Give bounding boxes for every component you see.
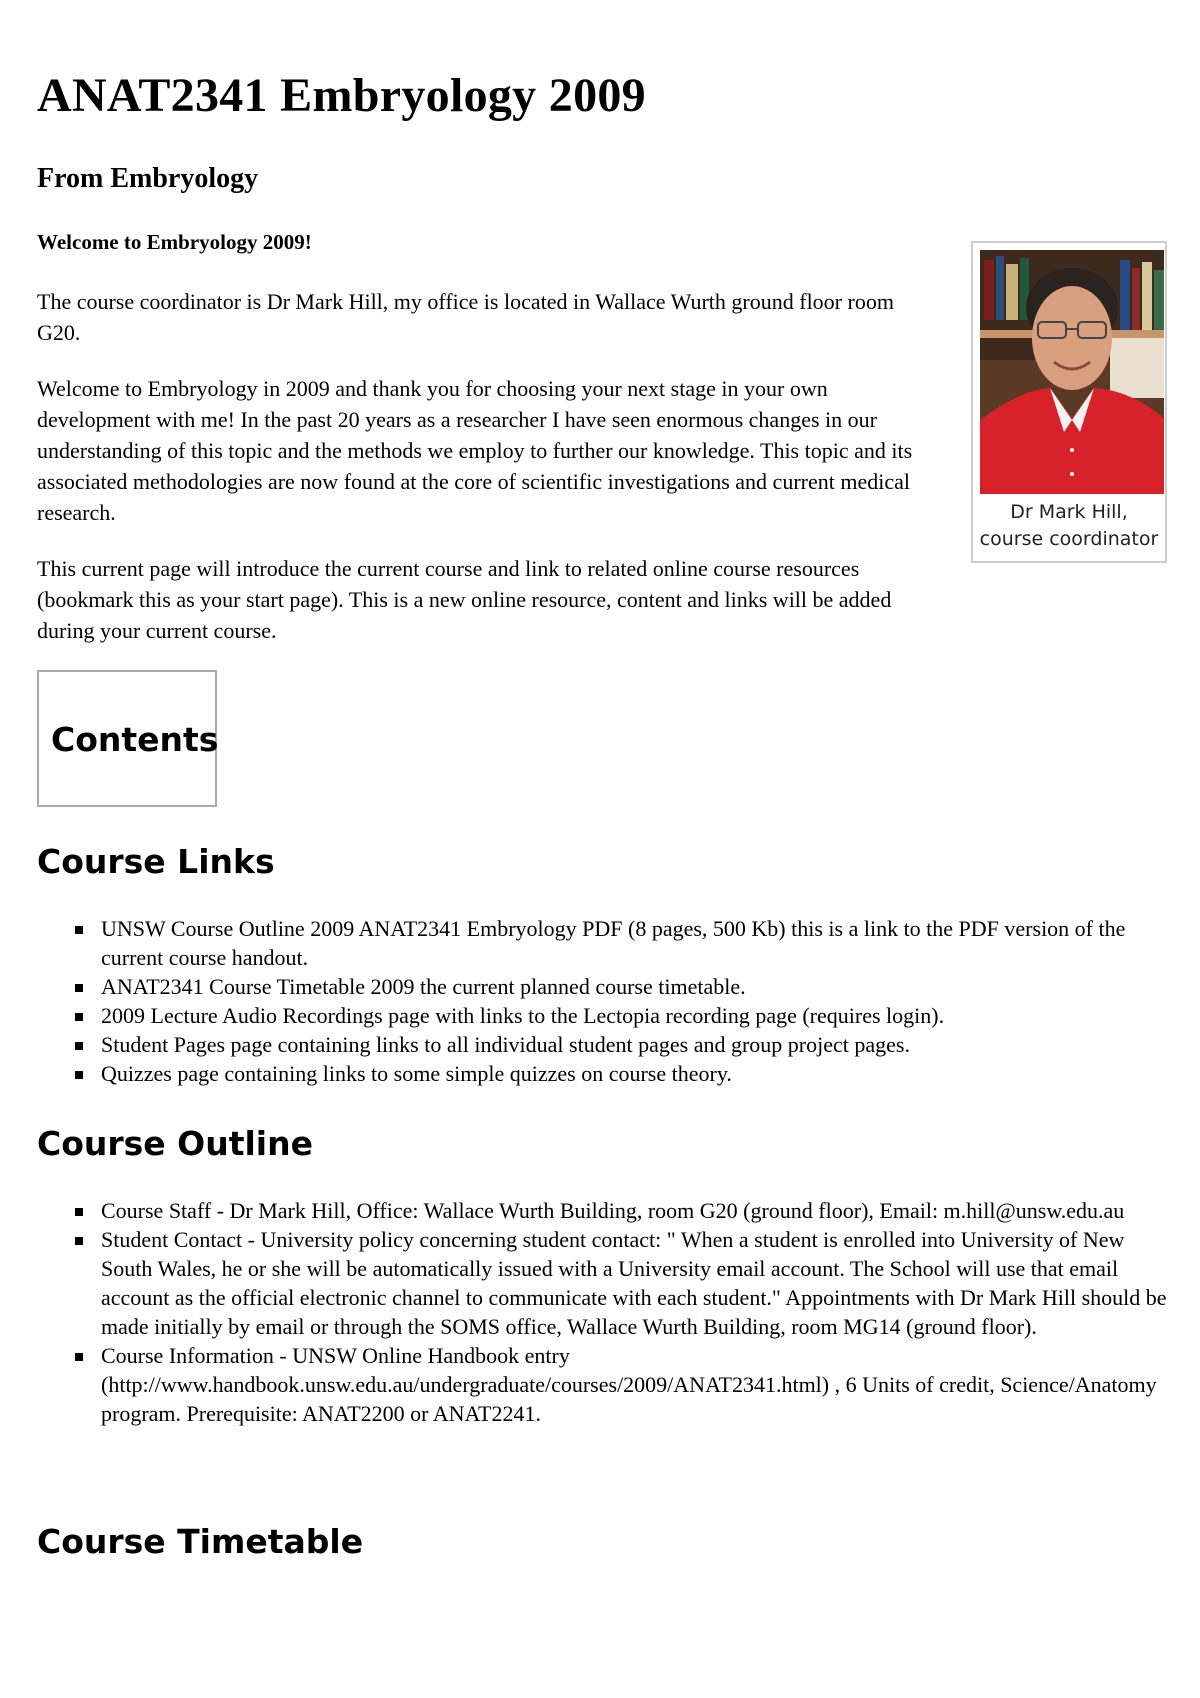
page-subtitle: From Embryology bbox=[37, 163, 259, 194]
toc-title: Contents bbox=[51, 720, 219, 759]
list-item: Student Contact - University policy concerning student contact: " When a student is enrolled into University of New South Wales, he or she will be automatically issued with a University email account. The School will use that email account as the official electronic channel to communicate with each student." Appointments with Dr Mark Hill should be made initially by email or through the SOMS office, Wallace Wurth Building, room MG14 (ground floor). bbox=[37, 1225, 1172, 1341]
list-item: Course Staff - Dr Mark Hill, Office: Wallace Wurth Building, room G20 (ground floor), Email: m.hill@unsw.edu.au bbox=[37, 1196, 1172, 1225]
coordinator-photo[interactable] bbox=[980, 250, 1164, 494]
bullet-icon bbox=[75, 1353, 83, 1361]
bullet-icon bbox=[75, 1237, 83, 1245]
list-item[interactable]: 2009 Lecture Audio Recordings page with links to the Lectopia recording page (requires login). bbox=[37, 1001, 1172, 1030]
resource-paragraph: This current page will introduce the current course and link to related online course resources (bookmark this as your start page). This is a new online resource, content and links will be added during your current course. bbox=[37, 556, 892, 643]
welcome-paragraph: Welcome to Embryology in 2009 and thank you for choosing your next stage in your own development with me! In the past 20 years as a researcher I have seen enormous changes in our understanding of this topic and the methods we employ to further our knowledge. This topic and its associated methodologies are now found at the core of scientific investigations and current medical research. bbox=[37, 376, 913, 525]
course-links-list bbox=[37, 914, 1172, 1088]
intro-paragraph: The course coordinator is Dr Mark Hill, my office is located in Wallace Wurth ground floor room G20. bbox=[37, 289, 894, 345]
bullet-icon bbox=[75, 926, 83, 934]
bullet-icon bbox=[75, 1013, 83, 1021]
caption-line-2: course coordinator bbox=[979, 528, 1159, 550]
bullet-icon bbox=[75, 1042, 83, 1050]
list-item[interactable]: Student Pages page containing links to all individual student pages and group project pages. bbox=[37, 1030, 1172, 1059]
course-outline-heading: Course Outline bbox=[37, 1124, 313, 1163]
list-item: Course Information - UNSW Online Handbook entry (http://www.handbook.unsw.edu.au/undergraduate/courses/2009/ANAT2341.html) , 6 Units of credit, Science/Anatomy program. Prerequisite: ANAT2200 or ANAT2241. bbox=[37, 1341, 1172, 1428]
list-item[interactable]: ANAT2341 Course Timetable 2009 the current planned course timetable. bbox=[37, 972, 1172, 1001]
bullet-icon bbox=[75, 1208, 83, 1216]
caption-line-1: Dr Mark Hill, bbox=[1010, 501, 1128, 523]
course-outline-list bbox=[37, 1196, 1172, 1428]
course-links-heading: Course Links bbox=[37, 842, 275, 881]
bullet-icon bbox=[75, 1071, 83, 1079]
photo-caption bbox=[973, 499, 1165, 553]
coordinator-thumbnail bbox=[971, 241, 1167, 563]
table-of-contents bbox=[37, 670, 217, 807]
list-item[interactable]: UNSW Course Outline 2009 ANAT2341 Embryology PDF (8 pages, 500 Kb) this is a link to the PDF version of the current course handout. bbox=[37, 914, 1172, 972]
bullet-icon bbox=[75, 984, 83, 992]
course-timetable-heading: Course Timetable bbox=[37, 1522, 364, 1561]
list-item[interactable]: Quizzes page containing links to some simple quizzes on course theory. bbox=[37, 1059, 1172, 1088]
welcome-heading: Welcome to Embryology 2009! bbox=[37, 230, 312, 254]
page-title: ANAT2341 Embryology 2009 bbox=[37, 69, 646, 122]
